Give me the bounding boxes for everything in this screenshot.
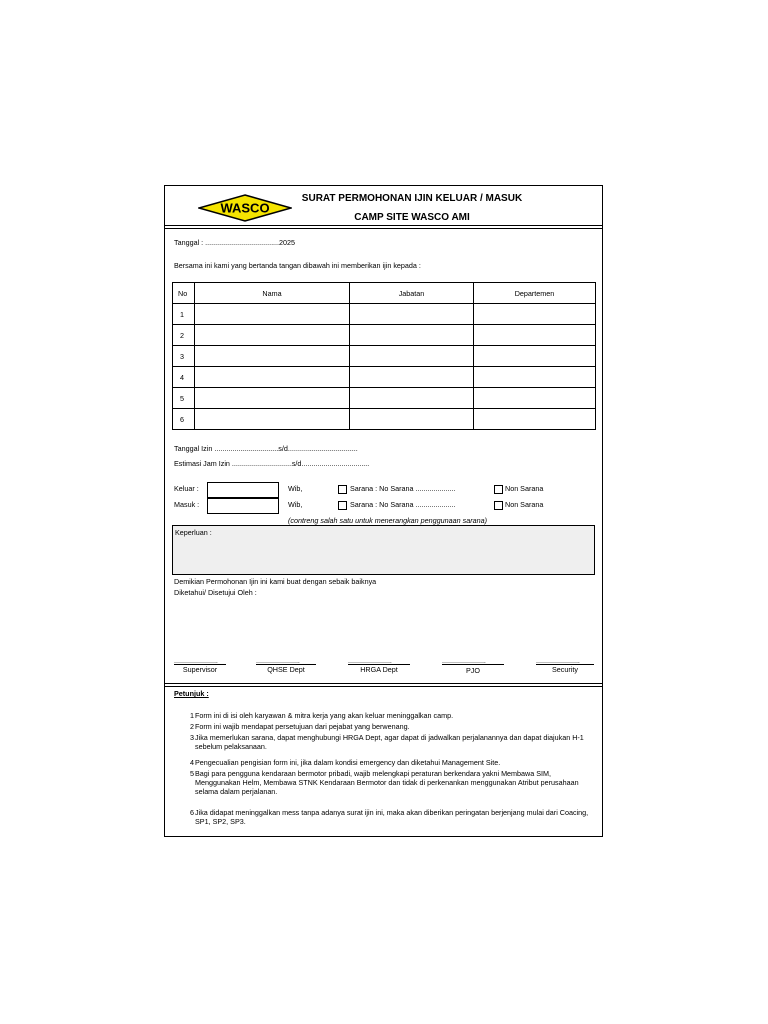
signature-pjo <box>442 657 504 674</box>
instruction-number: 6 <box>190 808 194 817</box>
departemen-cell[interactable] <box>474 388 596 409</box>
column-header-nama: Nama <box>195 283 350 304</box>
instructions-divider <box>165 683 602 684</box>
keperluan-field[interactable] <box>172 525 595 575</box>
keluar-non-sarana-checkbox[interactable] <box>494 485 503 494</box>
departemen-cell[interactable] <box>474 409 596 430</box>
row-number: 5 <box>173 388 195 409</box>
signature-role: Security <box>552 665 578 674</box>
keluar-wib-label: Wib, <box>288 484 303 493</box>
instruction-text: Pengecualian pengisian form ini, jika dalam kondisi emergency dan diketahui Management Site. <box>195 758 501 767</box>
instruction-text: Bagi para pengguna kendaraan bermotor pribadi, wajib melengkapi peraturan berkendara yakni Membawa SIM, Menggunakan Helm, Membawa STNK Kendaraan Bermotor dan tidak di perkenankan menggunakan Atribut perusahaan selama dalam perjalanan. <box>195 769 579 796</box>
column-header-no: No <box>173 283 195 304</box>
instructions-list <box>184 711 594 831</box>
permit-time-field[interactable]: Estimasi Jam Izin ..............................s/d.................................. <box>174 459 370 468</box>
instructions-divider-double <box>165 686 602 687</box>
row-number: 4 <box>173 367 195 388</box>
masuk-non-sarana-label: Non Sarana <box>505 500 544 509</box>
instruction-number: 3 <box>190 733 194 742</box>
keluar-sarana-label: Sarana : No Sarana .................... <box>350 484 456 493</box>
masuk-sarana-checkbox[interactable] <box>338 501 347 510</box>
signature-line[interactable]: ...................... <box>256 657 316 665</box>
table-row <box>173 388 596 409</box>
departemen-cell[interactable] <box>474 304 596 325</box>
table-row <box>173 325 596 346</box>
keluar-time-input[interactable] <box>207 482 279 498</box>
form-subtitle: CAMP SITE WASCO AMI <box>354 212 470 223</box>
signature-role: PJO <box>466 666 480 675</box>
jabatan-cell[interactable] <box>350 367 474 388</box>
wasco-logo <box>198 194 292 222</box>
instruction-text: Form ini wajib mendapat persetujuan dari pejabat yang berwenang. <box>195 722 410 731</box>
row-number: 2 <box>173 325 195 346</box>
nama-cell[interactable] <box>195 367 350 388</box>
nama-cell[interactable] <box>195 346 350 367</box>
signature-line[interactable]: ...................... <box>174 657 226 665</box>
signature-role: Supervisor <box>182 665 218 674</box>
masuk-time-input[interactable] <box>207 498 279 514</box>
form-title: SURAT PERMOHONAN IJIN KELUAR / MASUK <box>301 193 523 204</box>
jabatan-cell[interactable] <box>350 388 474 409</box>
column-header-jabatan: Jabatan <box>350 283 474 304</box>
keluar-non-sarana-label: Non Sarana <box>505 484 544 493</box>
nama-cell[interactable] <box>195 409 350 430</box>
instruction-number: 4 <box>190 758 194 767</box>
jabatan-cell[interactable] <box>350 346 474 367</box>
header-divider-double <box>165 228 602 229</box>
jabatan-cell[interactable] <box>350 325 474 346</box>
nama-cell[interactable] <box>195 304 350 325</box>
instruction-text: Jika didapat meninggalkan mess tanpa adanya surat ijin ini, maka akan diberikan peringatan berjenjang mulai dari Coacing, SP1, SP2, SP3. <box>195 808 589 826</box>
table-header-row <box>173 283 596 304</box>
instruction-number: 1 <box>190 711 194 720</box>
signature-line[interactable]: ...................... <box>348 657 410 665</box>
masuk-sarana-label: Sarana : No Sarana .................... <box>350 500 456 509</box>
signature-security <box>536 657 594 674</box>
instruction-number: 2 <box>190 722 194 731</box>
masuk-wib-label: Wib, <box>288 500 303 509</box>
permit-date-field[interactable]: Tanggal Izin ................................s/d................................... <box>174 444 358 453</box>
departemen-cell[interactable] <box>474 346 596 367</box>
column-header-departemen: Departemen <box>474 283 596 304</box>
instructions-title: Petunjuk : <box>174 689 209 698</box>
keperluan-label: Keperluan : <box>175 528 212 537</box>
svg-text:WASCO: WASCO <box>220 200 270 216</box>
signature-role: HRGA Dept <box>360 665 398 674</box>
signature-role: QHSE Dept <box>267 665 305 674</box>
approval-label: Diketahui/ Disetujui Oleh : <box>174 588 257 597</box>
date-field[interactable]: Tanggal : .....................................2025 <box>174 238 296 247</box>
row-number: 6 <box>173 409 195 430</box>
checkbox-note: (contreng salah satu untuk menerangkan penggunaan sarana) <box>288 516 487 525</box>
departemen-cell[interactable] <box>474 325 596 346</box>
instruction-number: 5 <box>190 769 194 778</box>
header-divider <box>165 225 602 226</box>
jabatan-cell[interactable] <box>350 409 474 430</box>
signature-supervisor <box>174 657 226 674</box>
table-row <box>173 304 596 325</box>
keluar-sarana-checkbox[interactable] <box>338 485 347 494</box>
signature-hrga <box>348 657 410 674</box>
masuk-non-sarana-checkbox[interactable] <box>494 501 503 510</box>
table-row <box>173 367 596 388</box>
keluar-label: Keluar : <box>174 484 199 493</box>
statement-text: Bersama ini kami yang bertanda tangan dibawah ini memberikan ijin kepada : <box>174 261 421 270</box>
signature-line[interactable]: ...................... <box>536 657 594 665</box>
signature-line[interactable]: ...................... <box>442 657 504 665</box>
instruction-text: Form ini di isi oleh karyawan & mitra kerja yang akan keluar meninggalkan camp. <box>195 711 454 720</box>
row-number: 3 <box>173 346 195 367</box>
jabatan-cell[interactable] <box>350 304 474 325</box>
row-number: 1 <box>173 304 195 325</box>
departemen-cell[interactable] <box>474 367 596 388</box>
employee-table <box>172 282 596 430</box>
nama-cell[interactable] <box>195 325 350 346</box>
masuk-label: Masuk : <box>174 500 200 509</box>
signature-qhse <box>256 657 316 674</box>
table-row <box>173 409 596 430</box>
instruction-text: Jika memerlukan sarana, dapat menghubungi HRGA Dept, agar dapat di jadwalkan perjalanannya dan dapat diajukan H-1 sebelum pelaksanaan. <box>195 733 584 751</box>
closing-statement: Demikian Permohonan Ijin ini kami buat dengan sebaik baiknya <box>174 577 377 586</box>
nama-cell[interactable] <box>195 388 350 409</box>
table-row <box>173 346 596 367</box>
